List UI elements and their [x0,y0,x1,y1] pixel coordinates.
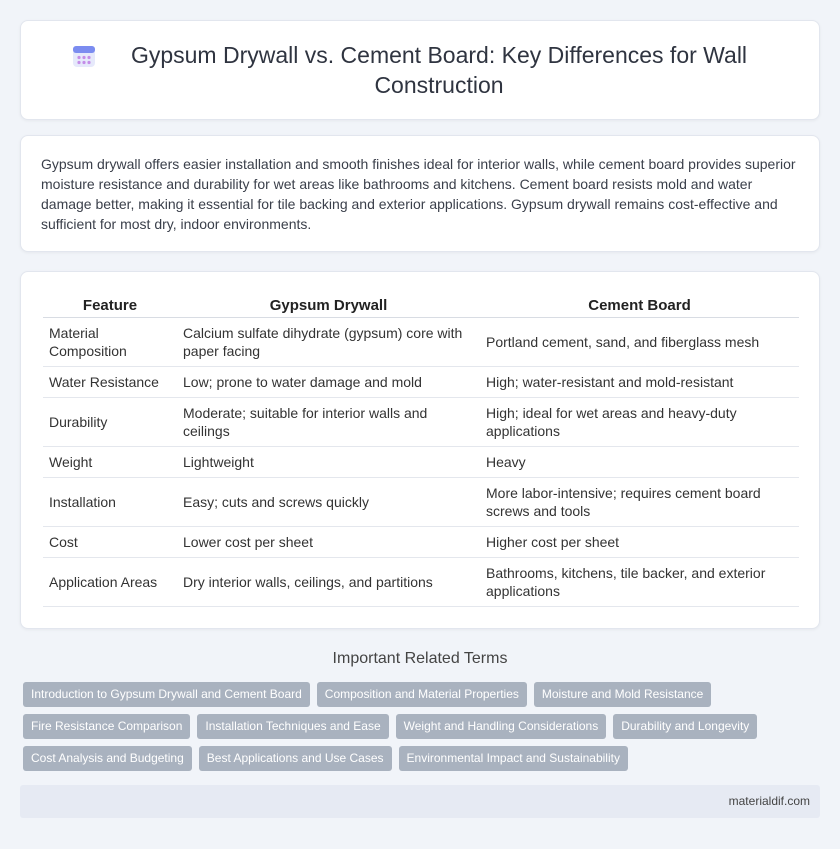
table-cell-cement: Higher cost per sheet [480,527,799,558]
table-cell-gypsum: Lightweight [177,447,480,478]
related-term-tag[interactable]: Introduction to Gypsum Drywall and Cement Board [23,682,310,707]
table-cell-gypsum: Easy; cuts and screws quickly [177,478,480,527]
table-cell-gypsum: Low; prone to water damage and mold [177,367,480,398]
table-row [43,527,799,558]
related-term-tag[interactable]: Weight and Handling Considerations [396,714,607,739]
table-cell-cement: High; ideal for wet areas and heavy-duty applications [480,398,799,447]
table-cell-feature: Weight [43,447,177,478]
related-terms-tags [23,682,813,778]
related-term-tag[interactable]: Fire Resistance Comparison [23,714,190,739]
related-term-tag[interactable]: Moisture and Mold Resistance [534,682,711,707]
table-row [43,367,799,398]
table-cell-cement: Heavy [480,447,799,478]
related-term-tag[interactable]: Installation Techniques and Ease [197,714,388,739]
table-cell-feature: Cost [43,527,177,558]
calendar-icon [70,42,98,70]
table-cell-feature: Durability [43,398,177,447]
table-cell-cement: High; water-resistant and mold-resistant [480,367,799,398]
table-row [43,478,799,527]
footer-site-link[interactable]: materialdif.com [728,794,810,808]
title-card [20,20,820,120]
table-cell-cement: More labor-intensive; requires cement board screws and tools [480,478,799,527]
table-cell-feature: Application Areas [43,558,177,607]
table-row [43,398,799,447]
summary-text: Gypsum drywall offers easier installation and smooth finishes ideal for interior walls, while cement board provides superior moisture resistance and durability for wet areas like bathrooms and kitchens. Cement board resists mold and water damage better, making it essential for tile backing and exterior applications. Gypsum drywall remains cost-effective and sufficient for most dry, indoor environments. [41,156,796,232]
table-header-row [43,292,799,318]
title-wrap [70,40,770,100]
related-terms-heading: Important Related Terms [332,650,508,667]
table-row [43,447,799,478]
table-cell-gypsum: Calcium sulfate dihydrate (gypsum) core with paper facing [177,318,480,367]
table-cell-gypsum: Lower cost per sheet [177,527,480,558]
table-cell-gypsum: Moderate; suitable for interior walls and ceilings [177,398,480,447]
footer [20,785,820,818]
related-term-tag[interactable]: Durability and Longevity [613,714,757,739]
table-row [43,318,799,367]
comparison-table-card [20,271,820,629]
table-row [43,558,799,607]
column-header-cement-board: Cement Board [480,292,799,318]
table-cell-cement: Portland cement, sand, and fiberglass mesh [480,318,799,367]
table-cell-feature: Installation [43,478,177,527]
comparison-table [43,292,799,607]
table-cell-feature: Material Composition [43,318,177,367]
related-term-tag[interactable]: Best Applications and Use Cases [199,746,392,771]
table-cell-feature: Water Resistance [43,367,177,398]
page-title: Gypsum Drywall vs. Cement Board: Key Differences for Wall Construction [130,42,748,98]
table-cell-cement: Bathrooms, kitchens, tile backer, and exterior applications [480,558,799,607]
column-header-gypsum-drywall: Gypsum Drywall [177,292,480,318]
related-term-tag[interactable]: Composition and Material Properties [317,682,527,707]
column-header-feature: Feature [43,292,177,318]
related-term-tag[interactable]: Environmental Impact and Sustainability [399,746,628,771]
related-term-tag[interactable]: Cost Analysis and Budgeting [23,746,192,771]
table-cell-gypsum: Dry interior walls, ceilings, and partitions [177,558,480,607]
summary-card [20,135,820,252]
